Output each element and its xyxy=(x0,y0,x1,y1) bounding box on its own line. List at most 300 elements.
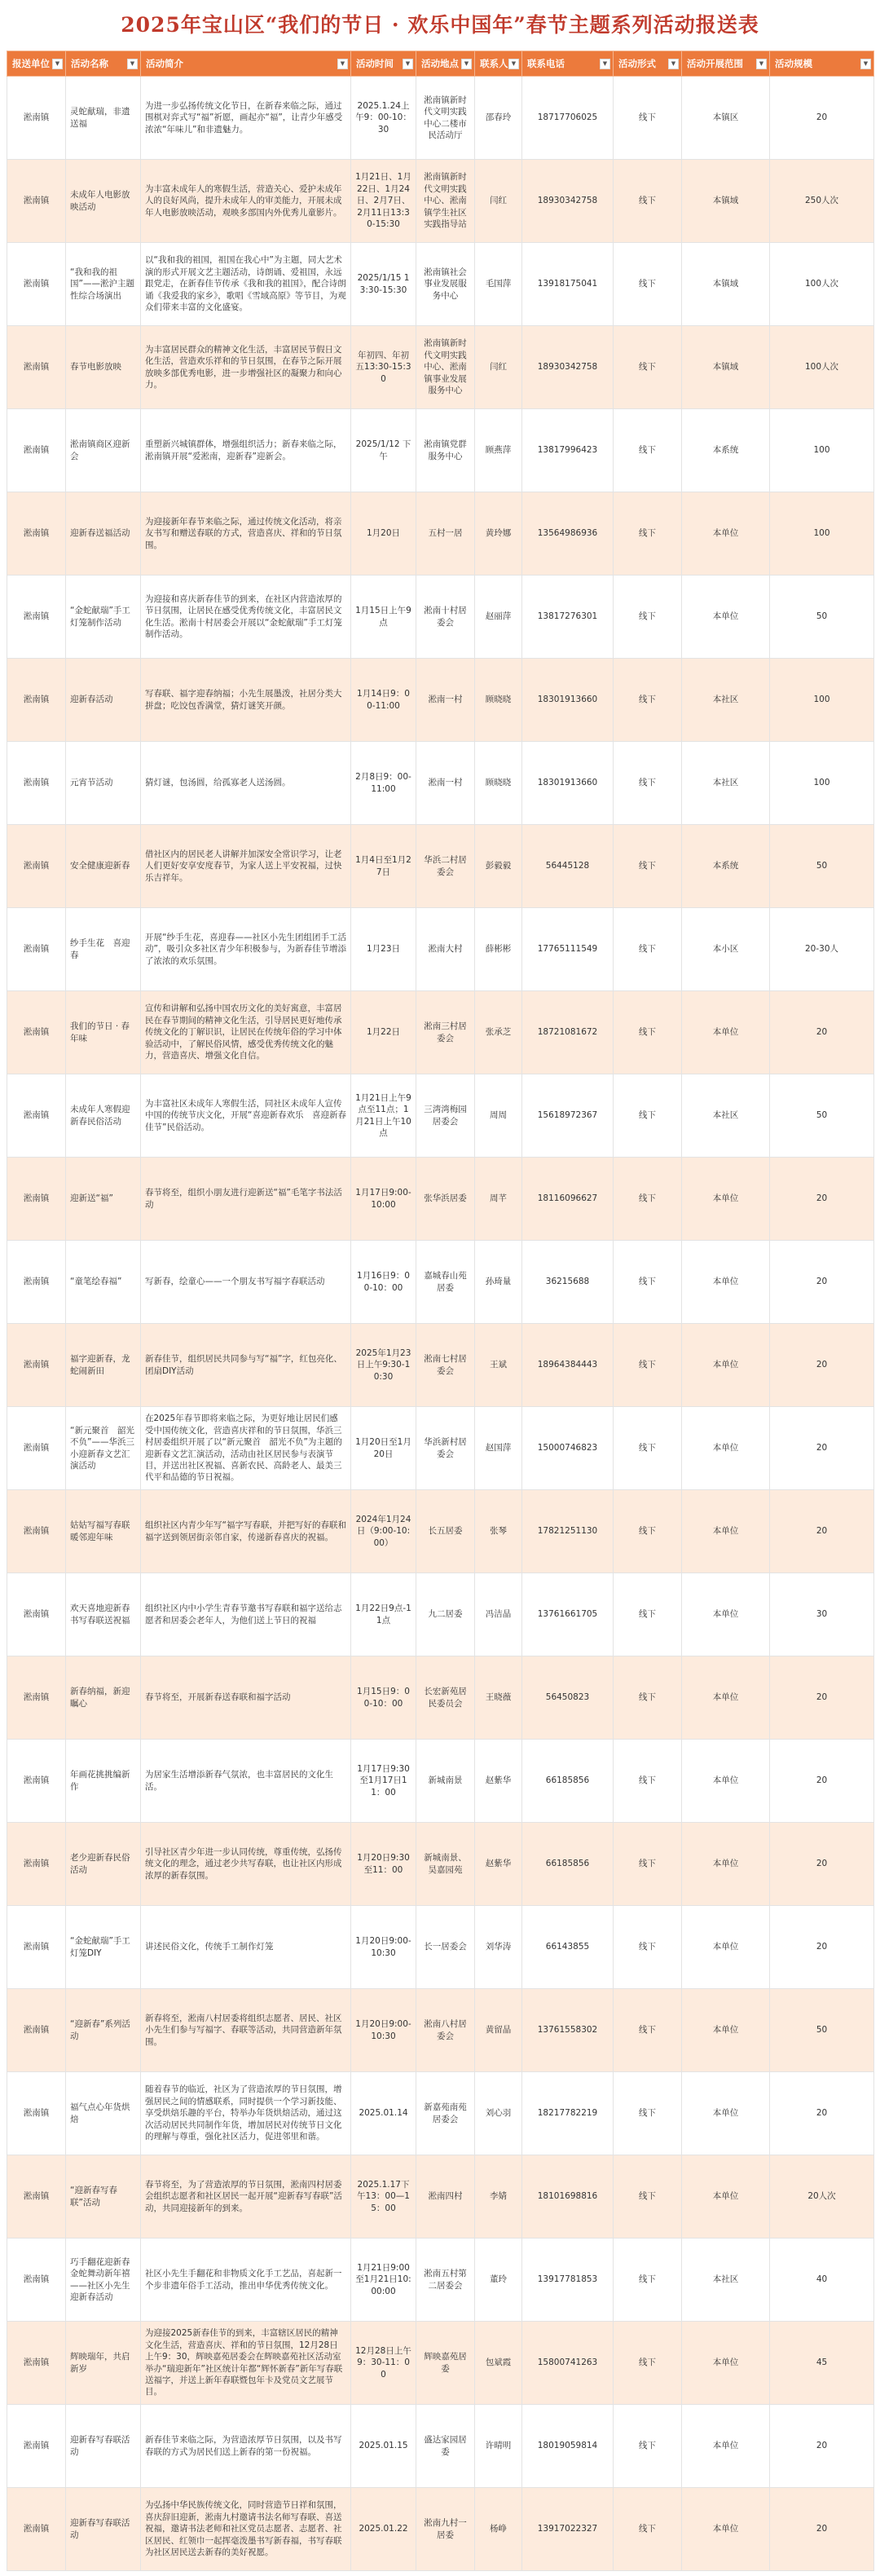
table-cell[interactable]: 宣传和讲解和弘扬中国农历文化的美好寓意，丰富居民在春节期间的精神文化生活，引导居民更好地传承传统文化的丁解识识，让居民在传统年俗的学习中体验活动中，了解民俗风情，感受优秀传统文化的魅力，营造喜庆、增强文化自信。 xyxy=(141,991,351,1074)
table-cell[interactable]: 王晓薇 xyxy=(475,1656,522,1740)
table-cell[interactable]: 线下 xyxy=(614,2239,682,2322)
table-cell[interactable]: 线下 xyxy=(614,1407,682,1490)
table-cell[interactable]: 淞南镇 xyxy=(7,1158,66,1241)
table-cell[interactable]: 1月20日9:00-10:30 xyxy=(351,1989,416,2072)
table-cell[interactable]: 20 xyxy=(770,2405,874,2488)
table-cell[interactable]: 100人次 xyxy=(770,326,874,409)
table-cell[interactable]: 50 xyxy=(770,825,874,908)
filter-dropdown-icon[interactable]: ▼ xyxy=(337,59,348,69)
table-cell[interactable]: 13761558302 xyxy=(522,1989,614,2072)
table-cell[interactable]: 孙琦量 xyxy=(475,1241,522,1324)
table-cell[interactable]: 淞南镇党群服务中心 xyxy=(416,409,475,492)
table-cell[interactable]: 线下 xyxy=(614,1989,682,2072)
table-cell[interactable]: 淞南一村 xyxy=(416,742,475,825)
table-cell[interactable]: 淞南镇 xyxy=(7,1490,66,1573)
table-cell[interactable]: 线下 xyxy=(614,1740,682,1823)
table-cell[interactable]: 本系统 xyxy=(682,409,770,492)
table-cell[interactable]: 迎新春写春联活动 xyxy=(66,2405,141,2488)
table-cell[interactable]: 20 xyxy=(770,1241,874,1324)
table-cell[interactable]: 为丰富未成年人的寒假生活，营造关心、爱护未成年人的良好风尚，提升未成年人的审美能力，开展未成年人电影放映活动，观映多部国内外优秀儿童影片。 xyxy=(141,160,351,243)
table-cell[interactable]: 线下 xyxy=(614,2322,682,2405)
table-cell[interactable]: 为弘扬中华民族传统文化，同时营造节日祥和氛围，喜庆辞旧迎新，淞南九村邀请书法名师写春联、喜送祝福，邀请书法老师和社区党员志愿者、志愿者、社区居民、红领巾一起挥毫泼墨书写新春福，书写春联为社区居民送去新春的美好祝愿。 xyxy=(141,2488,351,2571)
table-cell[interactable]: 线下 xyxy=(614,659,682,742)
table-cell[interactable]: 写新春，绘童心——一个朋友书写福字春联活动 xyxy=(141,1241,351,1324)
table-cell[interactable]: 元宵节活动 xyxy=(66,742,141,825)
table-cell[interactable]: 欢天喜地迎新春 书写春联送祝福 xyxy=(66,1573,141,1656)
table-cell[interactable]: 2025.01.15 xyxy=(351,2405,416,2488)
table-cell[interactable]: 淞南镇 xyxy=(7,326,66,409)
table-cell[interactable]: 13817276301 xyxy=(522,576,614,659)
table-cell[interactable]: 17821251130 xyxy=(522,1490,614,1573)
table-cell[interactable]: 2024年1月24日（9:00-10:00） xyxy=(351,1490,416,1573)
table-cell[interactable]: 100 xyxy=(770,742,874,825)
table-cell[interactable]: 线下 xyxy=(614,1573,682,1656)
table-cell[interactable]: 18101698816 xyxy=(522,2155,614,2239)
table-cell[interactable]: 50 xyxy=(770,1989,874,2072)
table-cell[interactable]: 嘉城春山苑居委 xyxy=(416,1241,475,1324)
table-cell[interactable]: 淞南镇 xyxy=(7,2322,66,2405)
table-cell[interactable]: 薛彬彬 xyxy=(475,908,522,991)
table-cell[interactable]: 本社区 xyxy=(682,2239,770,2322)
table-cell[interactable]: 淞南镇 xyxy=(7,991,66,1074)
table-cell[interactable]: 线下 xyxy=(614,160,682,243)
filter-dropdown-icon[interactable]: ▼ xyxy=(52,59,63,69)
table-cell[interactable]: 12月28日上午9：30-11：00 xyxy=(351,2322,416,2405)
table-cell[interactable]: 本镇域 xyxy=(682,160,770,243)
table-cell[interactable]: 未成年人寒假迎新春民俗活动 xyxy=(66,1074,141,1158)
table-cell[interactable]: 1月14日9：00-11:00 xyxy=(351,659,416,742)
table-cell[interactable]: 迎新春活动 xyxy=(66,659,141,742)
table-cell[interactable]: 为居家生活增添新春气氛浓，也丰富居民的文化生活。 xyxy=(141,1740,351,1823)
table-cell[interactable]: 淞南镇 xyxy=(7,1989,66,2072)
table-cell[interactable]: 2025年1月23日上午9:30-10:30 xyxy=(351,1324,416,1407)
table-cell[interactable]: 淞南镇 xyxy=(7,492,66,576)
table-cell[interactable]: 毛国萍 xyxy=(475,243,522,326)
table-cell[interactable]: 未成年人电影放映活动 xyxy=(66,160,141,243)
table-cell[interactable]: 闫红 xyxy=(475,326,522,409)
table-cell[interactable]: 30 xyxy=(770,1573,874,1656)
table-cell[interactable]: 线下 xyxy=(614,1656,682,1740)
table-cell[interactable]: 本社区 xyxy=(682,742,770,825)
column-header[interactable] xyxy=(416,51,475,77)
table-cell[interactable]: 赵丽萍 xyxy=(475,576,522,659)
table-cell[interactable]: 2025.1.17下午13：00—15：00 xyxy=(351,2155,416,2239)
table-cell[interactable]: 线下 xyxy=(614,409,682,492)
table-cell[interactable]: 45 xyxy=(770,2322,874,2405)
table-cell[interactable]: 66185856 xyxy=(522,1823,614,1906)
table-cell[interactable]: 50 xyxy=(770,1074,874,1158)
table-cell[interactable]: 春节电影放映 xyxy=(66,326,141,409)
table-cell[interactable]: 2025/1/15 13:30-15:30 xyxy=(351,243,416,326)
table-cell[interactable]: 本社区 xyxy=(682,659,770,742)
table-cell[interactable]: 66143855 xyxy=(522,1906,614,1989)
table-cell[interactable]: 为迎接和喜庆新春佳节的到来，在社区内营造浓厚的节日氛围，让居民在感受优秀传统文化，丰富居民文化生活。淞南十村居委会开展以“金蛇献瑞”手工灯笼制作活动。 xyxy=(141,576,351,659)
table-cell[interactable]: 淞南一村 xyxy=(416,659,475,742)
table-cell[interactable]: 2025.01.22 xyxy=(351,2488,416,2571)
table-cell[interactable]: 赵紫华 xyxy=(475,1823,522,1906)
table-cell[interactable]: 1月22日 xyxy=(351,991,416,1074)
filter-dropdown-icon[interactable]: ▼ xyxy=(461,59,472,69)
filter-dropdown-icon[interactable]: ▼ xyxy=(127,59,138,69)
table-cell[interactable]: 18930342758 xyxy=(522,160,614,243)
table-cell[interactable]: 淞南镇 xyxy=(7,2155,66,2239)
table-cell[interactable]: 淞南七村居委会 xyxy=(416,1324,475,1407)
table-cell[interactable]: 线下 xyxy=(614,1490,682,1573)
table-cell[interactable]: 18721081672 xyxy=(522,991,614,1074)
table-cell[interactable]: 淞南镇 xyxy=(7,1823,66,1906)
table-cell[interactable]: 淞南镇 xyxy=(7,1573,66,1656)
table-cell[interactable]: 100 xyxy=(770,659,874,742)
table-cell[interactable]: 18019059814 xyxy=(522,2405,614,2488)
table-cell[interactable]: 100人次 xyxy=(770,243,874,326)
table-cell[interactable]: 淞南镇新时代文明实践中心、淞南镇事业发展服务中心 xyxy=(416,326,475,409)
table-cell[interactable]: 我们的节日 · 春年味 xyxy=(66,991,141,1074)
table-cell[interactable]: 20 xyxy=(770,1158,874,1241)
table-cell[interactable]: 100 xyxy=(770,409,874,492)
table-cell[interactable]: 冯洁晶 xyxy=(475,1573,522,1656)
filter-dropdown-icon[interactable]: ▼ xyxy=(860,59,871,69)
table-cell[interactable]: 本社区 xyxy=(682,1074,770,1158)
table-cell[interactable]: 迎新送“福” xyxy=(66,1158,141,1241)
table-cell[interactable]: 长一居委会 xyxy=(416,1906,475,1989)
table-cell[interactable]: 20 xyxy=(770,1324,874,1407)
table-cell[interactable]: 2025/1/12 下午 xyxy=(351,409,416,492)
table-cell[interactable]: 本单位 xyxy=(682,1573,770,1656)
column-header[interactable] xyxy=(522,51,614,77)
table-cell[interactable]: 18301913660 xyxy=(522,659,614,742)
table-cell[interactable]: 纱手生花 喜迎春 xyxy=(66,908,141,991)
table-cell[interactable]: 淞南镇 xyxy=(7,2239,66,2322)
table-cell[interactable]: 淞南镇 xyxy=(7,825,66,908)
table-cell[interactable]: 福气点心年货烘焙 xyxy=(66,2072,141,2155)
table-cell[interactable]: 淞南镇 xyxy=(7,243,66,326)
table-cell[interactable]: 刘心羽 xyxy=(475,2072,522,2155)
table-cell[interactable]: 1月15日9：00-10：00 xyxy=(351,1656,416,1740)
table-cell[interactable]: 1月4日至1月27日 xyxy=(351,825,416,908)
table-cell[interactable]: 18301913660 xyxy=(522,742,614,825)
table-cell[interactable]: 本系统 xyxy=(682,825,770,908)
table-cell[interactable]: 淞南九村一居委 xyxy=(416,2488,475,2571)
table-cell[interactable]: 淞南十村居委会 xyxy=(416,576,475,659)
table-cell[interactable]: 56445128 xyxy=(522,825,614,908)
table-cell[interactable]: 许晴明 xyxy=(475,2405,522,2488)
table-cell[interactable]: 组织社区内中小学生青春节邀书写春联和福字送给志愿者和居委会老年人，为他们送上节日的祝福 xyxy=(141,1573,351,1656)
table-cell[interactable]: 为进一步弘扬传统文化节日，在新春来临之际，通过围棋对弈式写“福”祈愿，画起亦“福”，让青少年感受浓浓“年味儿”和非遗魅力。 xyxy=(141,77,351,160)
table-cell[interactable]: 20 xyxy=(770,2072,874,2155)
table-cell[interactable]: 2月8日9：00-11:00 xyxy=(351,742,416,825)
table-cell[interactable]: 新春将至，淞南八村居委将组织志愿者、居民、社区小先生们参与写福字、春联等活动，共同营造新年氛围。 xyxy=(141,1989,351,2072)
table-cell[interactable]: 彭毅毅 xyxy=(475,825,522,908)
table-cell[interactable]: 淞南镇 xyxy=(7,2405,66,2488)
table-cell[interactable]: 1月20日至1月20日 xyxy=(351,1407,416,1490)
table-cell[interactable]: 写春联、福字迎春纳福；小先生展墨泼，社居分类大拼盘；吃饺包香满堂，猜灯谜笑开颜。 xyxy=(141,659,351,742)
table-cell[interactable]: 1月17日9:00-10:00 xyxy=(351,1158,416,1241)
table-cell[interactable]: 老少迎新春民俗活动 xyxy=(66,1823,141,1906)
table-cell[interactable]: 线下 xyxy=(614,243,682,326)
table-cell[interactable]: 13917781853 xyxy=(522,2239,614,2322)
table-cell[interactable]: 13817996423 xyxy=(522,409,614,492)
table-cell[interactable]: 1月21日、1月22日、1月24日、2月7日、2月11日13:30-15:30 xyxy=(351,160,416,243)
table-cell[interactable]: 辉映嘉苑居委 xyxy=(416,2322,475,2405)
table-cell[interactable]: “我和我的祖国”——淞沪主题性综合场演出 xyxy=(66,243,141,326)
table-cell[interactable]: 本单位 xyxy=(682,492,770,576)
table-cell[interactable]: 线下 xyxy=(614,1906,682,1989)
table-cell[interactable]: 淞南镇 xyxy=(7,1906,66,1989)
table-cell[interactable]: 刘华涛 xyxy=(475,1906,522,1989)
table-cell[interactable]: 长五居委 xyxy=(416,1490,475,1573)
table-cell[interactable]: 周周 xyxy=(475,1074,522,1158)
table-cell[interactable]: 1月15日上午9点 xyxy=(351,576,416,659)
filter-dropdown-icon[interactable]: ▼ xyxy=(756,59,767,69)
table-cell[interactable]: 18930342758 xyxy=(522,326,614,409)
table-cell[interactable]: 新春纳福，新迎瞩心 xyxy=(66,1656,141,1740)
table-cell[interactable]: 淞南镇 xyxy=(7,1324,66,1407)
table-cell[interactable]: 组织社区内青少年写“福字写春联，并把写好的春联和福字送到领居街亲邻自家，传递新春喜庆的祝福。 xyxy=(141,1490,351,1573)
table-cell[interactable]: 黄留晶 xyxy=(475,1989,522,2072)
table-cell[interactable]: 1月16日9：00-10：00 xyxy=(351,1241,416,1324)
table-cell[interactable]: 淞南镇 xyxy=(7,659,66,742)
table-cell[interactable]: 淞南镇 xyxy=(7,908,66,991)
table-cell[interactable]: 春节将至，为了营造浓厚的节日氛围，淞南四村居委会组织志愿者和社区居民一起开展“迎新春写春联”活动，共同迎接新年的到来。 xyxy=(141,2155,351,2239)
table-cell[interactable]: 20 xyxy=(770,2488,874,2571)
table-cell[interactable]: 社区小先生手翻花和非物质文化手工艺品，喜起新一个步非遗年俗手工活动，推出申华优秀传统文化。 xyxy=(141,2239,351,2322)
table-cell[interactable]: 1月20日 xyxy=(351,492,416,576)
table-cell[interactable]: 线下 xyxy=(614,77,682,160)
table-cell[interactable]: 2025.01.14 xyxy=(351,2072,416,2155)
table-cell[interactable]: 淞南镇 xyxy=(7,1740,66,1823)
table-cell[interactable]: 新城南景、昊嘉园苑 xyxy=(416,1823,475,1906)
table-cell[interactable]: 线下 xyxy=(614,908,682,991)
table-cell[interactable]: 淞南大村 xyxy=(416,908,475,991)
column-header[interactable] xyxy=(7,51,66,77)
table-cell[interactable]: 本镇域 xyxy=(682,326,770,409)
table-cell[interactable]: 春节将至，开展新春送春联和福字活动 xyxy=(141,1656,351,1740)
table-cell[interactable]: 本单位 xyxy=(682,2322,770,2405)
table-cell[interactable]: 线下 xyxy=(614,1324,682,1407)
table-cell[interactable]: 为迎接新年春节来临之际，通过传统文化活动，将亲友书写和赠送春联的方式，营造喜庆、祥和的节日氛围。 xyxy=(141,492,351,576)
filter-dropdown-icon[interactable]: ▼ xyxy=(508,59,519,69)
table-cell[interactable]: 线下 xyxy=(614,742,682,825)
table-cell[interactable]: 华浜二村居委会 xyxy=(416,825,475,908)
filter-dropdown-icon[interactable]: ▼ xyxy=(600,59,610,69)
table-cell[interactable]: 王斌 xyxy=(475,1324,522,1407)
table-cell[interactable]: 长宏新苑居民委员会 xyxy=(416,1656,475,1740)
table-cell[interactable]: “迎新春写春联”活动 xyxy=(66,2155,141,2239)
table-cell[interactable]: 2025.1.24上午9：00-10：30 xyxy=(351,77,416,160)
table-cell[interactable]: “金蛇献瑞”手工灯笼制作活动 xyxy=(66,576,141,659)
table-cell[interactable]: 本单位 xyxy=(682,2155,770,2239)
table-cell[interactable]: 淞南镇 xyxy=(7,742,66,825)
table-cell[interactable]: “迎新春”系列活动 xyxy=(66,1989,141,2072)
table-cell[interactable]: 13564986936 xyxy=(522,492,614,576)
table-cell[interactable]: 18116096627 xyxy=(522,1158,614,1241)
table-cell[interactable]: 17765111549 xyxy=(522,908,614,991)
table-cell[interactable]: 张华浜居委 xyxy=(416,1158,475,1241)
column-header[interactable] xyxy=(351,51,416,77)
column-header[interactable] xyxy=(66,51,141,77)
table-cell[interactable]: 张琴 xyxy=(475,1490,522,1573)
table-cell[interactable]: 18717706025 xyxy=(522,77,614,160)
table-cell[interactable]: 盛达家园居委 xyxy=(416,2405,475,2488)
table-cell[interactable]: “金蛇献瑞”手工灯笼DIY xyxy=(66,1906,141,1989)
table-cell[interactable]: 包斌霞 xyxy=(475,2322,522,2405)
table-cell[interactable]: 线下 xyxy=(614,2488,682,2571)
table-cell[interactable]: 线下 xyxy=(614,1158,682,1241)
filter-dropdown-icon[interactable]: ▼ xyxy=(668,59,679,69)
table-cell[interactable]: 淞南镇 xyxy=(7,160,66,243)
table-cell[interactable]: 20 xyxy=(770,991,874,1074)
table-cell[interactable]: 本单位 xyxy=(682,1490,770,1573)
table-cell[interactable]: 100 xyxy=(770,492,874,576)
table-cell[interactable]: 线下 xyxy=(614,1074,682,1158)
table-cell[interactable]: 本镇域 xyxy=(682,243,770,326)
table-cell[interactable]: 赵国萍 xyxy=(475,1407,522,1490)
table-cell[interactable]: 顾晓晓 xyxy=(475,659,522,742)
table-cell[interactable]: 13917022327 xyxy=(522,2488,614,2571)
table-cell[interactable]: 杨峥 xyxy=(475,2488,522,2571)
table-cell[interactable]: 以“我和我的祖国，祖国在我心中”为主题，同大艺术演的形式开展文艺主题活动，诗朗诵、爱祖国，永远跟党走，在新春佳节传承《我和我的祖国》，配合诗朗诵《我爱我的家乡》，歌唱《雪域高原》等节目，为观众们带来丰富的文化盛宴。 xyxy=(141,243,351,326)
table-cell[interactable]: 线下 xyxy=(614,2405,682,2488)
table-cell[interactable]: 本镇区 xyxy=(682,77,770,160)
table-cell[interactable]: 年初四、年初五13:30-15:30 xyxy=(351,326,416,409)
table-cell[interactable]: 线下 xyxy=(614,825,682,908)
table-cell[interactable]: 淞南镇 xyxy=(7,77,66,160)
table-cell[interactable]: 线下 xyxy=(614,326,682,409)
table-cell[interactable]: 开展“纱手生花，喜迎春——社区小先生团组团手工活动”，吸引众多社区青少年积极参与，为新春佳节增添了浓浓的欢乐氛围。 xyxy=(141,908,351,991)
column-header[interactable] xyxy=(770,51,874,77)
table-cell[interactable]: 20 xyxy=(770,1490,874,1573)
table-cell[interactable]: 张承芝 xyxy=(475,991,522,1074)
table-cell[interactable]: 13761661705 xyxy=(522,1573,614,1656)
table-cell[interactable]: 15618972367 xyxy=(522,1074,614,1158)
table-cell[interactable]: 线下 xyxy=(614,2072,682,2155)
table-cell[interactable]: 辉映瑞年，共启新岁 xyxy=(66,2322,141,2405)
table-cell[interactable]: 讲述民俗文化，传统手工制作灯笼 xyxy=(141,1906,351,1989)
table-cell[interactable]: 淞南三村居委会 xyxy=(416,991,475,1074)
table-cell[interactable]: 淞南镇 xyxy=(7,1241,66,1324)
table-cell[interactable]: 在2025年春节即将来临之际，为更好地让居民们感受中国传统文化，营造喜庆祥和的节日氛围，华浜三村居委组织开展了以“新元聚首 韶光不负”为主题的迎新春文艺汇演活动，活动由社区居民参与表演节目，并送出社区祝福、喜新农民、高龄老人、最美三代平和品德的节日祝福。 xyxy=(141,1407,351,1490)
table-cell[interactable]: 50 xyxy=(770,576,874,659)
table-cell[interactable]: 灵蛇献瑞，非遗送福 xyxy=(66,77,141,160)
table-cell[interactable]: 本单位 xyxy=(682,1656,770,1740)
column-header[interactable] xyxy=(614,51,682,77)
table-cell[interactable]: 淞南镇新时代文明实践中心、淞南镇学生社区实践指导站 xyxy=(416,160,475,243)
table-cell[interactable]: 56450823 xyxy=(522,1656,614,1740)
table-cell[interactable]: 线下 xyxy=(614,991,682,1074)
table-cell[interactable]: “新元聚首 韶光不负”——华浜三小迎新春文艺汇演活动 xyxy=(66,1407,141,1490)
table-cell[interactable]: 邵春玲 xyxy=(475,77,522,160)
table-cell[interactable]: 本单位 xyxy=(682,1407,770,1490)
table-cell[interactable]: 本单位 xyxy=(682,1823,770,1906)
table-cell[interactable]: 新春佳节来临之际，为营造浓厚节日氛围，以及书写春联的方式为居民们送上新春的第一份祝福。 xyxy=(141,2405,351,2488)
table-cell[interactable]: 20人次 xyxy=(770,2155,874,2239)
table-cell[interactable]: 黄玲娜 xyxy=(475,492,522,576)
table-cell[interactable]: 250人次 xyxy=(770,160,874,243)
column-header[interactable] xyxy=(141,51,351,77)
table-cell[interactable]: 淞南五村第二居委会 xyxy=(416,2239,475,2322)
table-cell[interactable]: 18217782219 xyxy=(522,2072,614,2155)
table-cell[interactable]: 年画花挑挑编新作 xyxy=(66,1740,141,1823)
table-cell[interactable]: 随着春节的临近，社区为了营造浓厚的节日氛围，增强居民之间的情感联系，同时提供一个学习新技能、享受烘焙乐趣的平台，特举办年货烘焙活动，通过这次活动居民共同制作年货，增加居民对传统节日文化的理解与尊重，强化社区活力，促进邻里和谐。 xyxy=(141,2072,351,2155)
table-cell[interactable]: 本单位 xyxy=(682,1906,770,1989)
table-cell[interactable]: 18964384443 xyxy=(522,1324,614,1407)
table-cell[interactable]: 本单位 xyxy=(682,1324,770,1407)
table-cell[interactable]: 淞南八村居委会 xyxy=(416,1989,475,2072)
table-cell[interactable]: 20-30人 xyxy=(770,908,874,991)
table-cell[interactable]: 迎新春送福活动 xyxy=(66,492,141,576)
table-cell[interactable]: 淞南镇 xyxy=(7,576,66,659)
table-cell[interactable]: 巧手翻花迎新春 金蛇舞动新年禧——社区小先生迎新春活动 xyxy=(66,2239,141,2322)
table-cell[interactable]: 华浜新村居委会 xyxy=(416,1407,475,1490)
table-cell[interactable]: 淞南镇 xyxy=(7,1407,66,1490)
table-cell[interactable]: 1月20日9:30至11：00 xyxy=(351,1823,416,1906)
table-cell[interactable]: 线下 xyxy=(614,576,682,659)
table-cell[interactable]: 为丰富居民群众的精神文化生活，丰富居民节假日文化生活，营造欢乐祥和的节日氛围，在春节之际开展放映多部优秀电影，进一步增强社区的凝聚力和向心力。 xyxy=(141,326,351,409)
table-cell[interactable]: 为迎接2025新春佳节的到来，丰富辖区居民的精神文化生活，营造喜庆、祥和的节日氛围，12月28日上午9：30，辉映嘉苑居委会在辉映嘉苑社区活动室举办“瑞迎新年”社区统计年都“辉怀新春”新年写春联送福字，并送上新年春联暨包年卡及党员文艺展节目。 xyxy=(141,2322,351,2405)
table-cell[interactable]: 福字迎新春，龙蛇闹新田 xyxy=(66,1324,141,1407)
table-cell[interactable]: 五村一居 xyxy=(416,492,475,576)
table-cell[interactable]: 顾燕萍 xyxy=(475,409,522,492)
table-cell[interactable]: 淞南镇社会事业发展服务中心 xyxy=(416,243,475,326)
table-cell[interactable]: 线下 xyxy=(614,1241,682,1324)
table-cell[interactable]: 本单位 xyxy=(682,991,770,1074)
table-cell[interactable]: 本单位 xyxy=(682,1158,770,1241)
table-cell[interactable]: 20 xyxy=(770,1740,874,1823)
table-cell[interactable]: 淞南镇 xyxy=(7,2488,66,2571)
table-cell[interactable]: 线下 xyxy=(614,2155,682,2239)
table-cell[interactable]: 1月21日9:00至1月21日10:00:00 xyxy=(351,2239,416,2322)
table-cell[interactable]: 本单位 xyxy=(682,1740,770,1823)
table-cell[interactable]: 新嘉苑南苑居委会 xyxy=(416,2072,475,2155)
table-cell[interactable]: 董玲 xyxy=(475,2239,522,2322)
table-cell[interactable]: 引导社区青少年进一步认同传统，尊重传统，弘扬传统文化的理念，通过老少共写春联，也让社区内形成浓厚的新春氛围。 xyxy=(141,1823,351,1906)
table-cell[interactable]: 春节将至，组织小朋友进行迎新送“福”毛笔字书法活动 xyxy=(141,1158,351,1241)
table-cell[interactable]: 20 xyxy=(770,1906,874,1989)
table-cell[interactable]: 淞南镇商区迎新会 xyxy=(66,409,141,492)
table-cell[interactable]: 顾晓晓 xyxy=(475,742,522,825)
table-cell[interactable]: 本单位 xyxy=(682,2488,770,2571)
table-cell[interactable]: 新城南景 xyxy=(416,1740,475,1823)
column-header[interactable] xyxy=(682,51,770,77)
table-cell[interactable]: 1月20日9:00-10:30 xyxy=(351,1906,416,1989)
table-cell[interactable]: 闫红 xyxy=(475,160,522,243)
table-cell[interactable]: 李婧 xyxy=(475,2155,522,2239)
table-cell[interactable]: 姑姑写福写春联 暖邻迎年味 xyxy=(66,1490,141,1573)
table-cell[interactable]: 迎新春写春联活动 xyxy=(66,2488,141,2571)
table-cell[interactable]: 20 xyxy=(770,1823,874,1906)
column-header[interactable] xyxy=(475,51,522,77)
table-cell[interactable]: 36215688 xyxy=(522,1241,614,1324)
table-cell[interactable]: 新春佳节，组织居民共同参与写“福”字，红包亮化、团扇DIY活动 xyxy=(141,1324,351,1407)
table-cell[interactable]: 1月22日9点-11点 xyxy=(351,1573,416,1656)
table-cell[interactable]: 线下 xyxy=(614,492,682,576)
table-cell[interactable]: 本单位 xyxy=(682,576,770,659)
table-cell[interactable]: 20 xyxy=(770,77,874,160)
table-cell[interactable]: 借社区内的居民老人讲解并加深安全常识学习，让老人们更好安享安度春节，为家人送上平安祝福，过快乐吉祥年。 xyxy=(141,825,351,908)
table-cell[interactable]: 为丰富社区未成年人寒假生活，同社区未成年人宣传中国的传统节庆文化，开展“喜迎新春欢乐 喜迎新春佳节”民俗活动。 xyxy=(141,1074,351,1158)
table-cell[interactable]: 重塑新兴城镇群体，增强组织活力；新春来临之际，淞南镇开展“爱淞南，迎新春”迎新会。 xyxy=(141,409,351,492)
table-cell[interactable]: 本小区 xyxy=(682,908,770,991)
table-cell[interactable]: 淞南镇 xyxy=(7,1074,66,1158)
table-cell[interactable]: 40 xyxy=(770,2239,874,2322)
table-cell[interactable]: 15000746823 xyxy=(522,1407,614,1490)
table-cell[interactable]: 九二居委 xyxy=(416,1573,475,1656)
table-cell[interactable]: 三湾湾梅园居委会 xyxy=(416,1074,475,1158)
table-cell[interactable]: 本单位 xyxy=(682,1989,770,2072)
table-cell[interactable]: 周芊 xyxy=(475,1158,522,1241)
filter-dropdown-icon[interactable]: ▼ xyxy=(403,59,413,69)
table-cell[interactable]: 淞南镇 xyxy=(7,2072,66,2155)
